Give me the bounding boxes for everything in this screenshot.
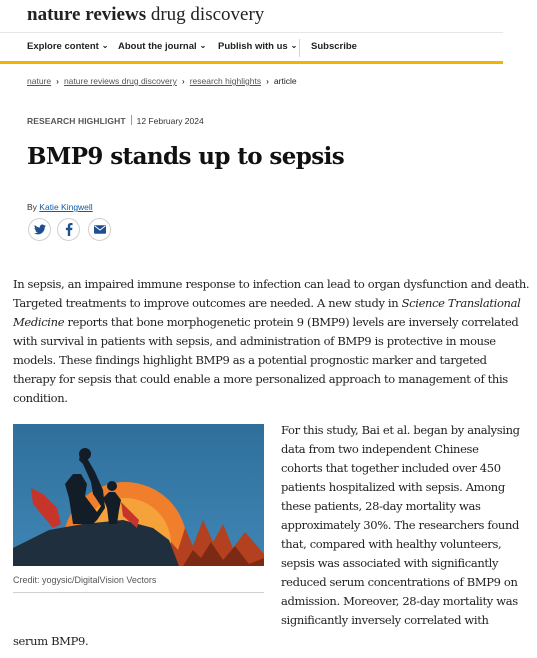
- byline-prefix: By: [27, 202, 37, 212]
- figure-credit: Credit: yogysic/DigitalVision Vectors: [13, 575, 157, 585]
- text-line: approximately 30%. The researchers found: [281, 518, 520, 532]
- chevron-down-icon: ⌄: [199, 41, 207, 50]
- lede-paragraph: [13, 275, 530, 408]
- text-line: therapy for sepsis that could enable a more personalized approach to management of this: [13, 372, 508, 386]
- figure-divider: [13, 592, 264, 593]
- main-nav: [0, 32, 503, 62]
- chevron-down-icon: ⌄: [290, 41, 298, 50]
- text-line: patients hospitalized with sepsis. Among: [281, 480, 505, 494]
- text-line: [13, 313, 523, 332]
- article-type: RESEARCH HIGHLIGHT: [27, 116, 126, 126]
- nav-label: Explore content: [27, 41, 99, 52]
- text-run: Targeted treatments to improve outcomes are needed. A new study in: [13, 296, 402, 310]
- facebook-icon: [65, 223, 73, 236]
- breadcrumb-current: article: [273, 76, 297, 86]
- chevron-right-icon: ›: [266, 76, 269, 86]
- text-line: [13, 294, 523, 313]
- nav-about-journal[interactable]: [118, 41, 206, 52]
- text-line: admission. Moreover, 28-day mortality was: [281, 594, 518, 608]
- chevron-down-icon: ⌄: [101, 41, 109, 50]
- body-paragraph: [281, 421, 526, 630]
- text-line: sepsis was associated with significantly: [281, 556, 499, 570]
- text-line: reduced serum concentrations of BMP9 on: [281, 575, 518, 589]
- body-paragraph-continued: [13, 632, 88, 651]
- chevron-right-icon: ›: [56, 76, 59, 86]
- text-line: cohorts that together included over 450: [281, 461, 501, 475]
- journal-name-italic: Medicine: [13, 315, 65, 329]
- text-run: reports that bone morphogenetic protein 9 (BMP9) levels are inversely correlated: [64, 315, 519, 329]
- twitter-icon: [34, 224, 46, 235]
- share-twitter-button[interactable]: [28, 218, 51, 241]
- nav-publish-with-us[interactable]: [218, 41, 297, 52]
- nav-subscribe[interactable]: [311, 41, 357, 52]
- site-header: [0, 0, 503, 64]
- brand-bold: nature reviews: [27, 4, 147, 25]
- breadcrumb-link-nature[interactable]: nature: [27, 76, 52, 86]
- nav-label: About the journal: [118, 41, 197, 52]
- nav-label: Publish with us: [218, 41, 288, 52]
- breadcrumb-link-journal[interactable]: nature reviews drug discovery: [63, 76, 177, 86]
- byline: [27, 202, 93, 212]
- article-meta: [27, 115, 204, 126]
- text-line: that, compared with healthy volunteers,: [281, 537, 502, 551]
- breadcrumb-link-research-highlights[interactable]: research highlights: [189, 76, 262, 86]
- page-title: BMP9 stands up to sepsis: [27, 143, 345, 170]
- breadcrumb: [27, 76, 297, 86]
- text-line: models. These findings highlight BMP9 as a potential prognostic marker and targeted: [13, 353, 487, 367]
- article-date: 12 February 2024: [136, 116, 204, 126]
- superhero-silhouette-illustration: [13, 424, 264, 566]
- text-line: data from two independent Chinese: [281, 442, 479, 456]
- share-facebook-button[interactable]: [57, 218, 80, 241]
- text-line: these patients, 28-day mortality was: [281, 499, 481, 513]
- nav-label: Subscribe: [311, 41, 357, 52]
- meta-divider: [131, 115, 132, 125]
- chevron-right-icon: ›: [181, 76, 185, 86]
- journal-name-italic: Science Translational: [401, 296, 521, 310]
- nav-divider: [299, 39, 300, 57]
- nav-explore-content[interactable]: [27, 41, 109, 52]
- author-link[interactable]: Katie Kingwell: [39, 202, 93, 212]
- article-figure[interactable]: [13, 424, 264, 566]
- text-line: condition.: [13, 391, 68, 405]
- text-line: For this study, Bai et al. began by analysing: [281, 423, 520, 437]
- text-line: significantly inversely correlated with: [281, 613, 489, 627]
- text-line: with survival in patients with sepsis, and administration of BMP9 is protective in mouse: [13, 334, 496, 348]
- share-email-button[interactable]: [88, 218, 111, 241]
- email-icon: [94, 225, 106, 234]
- text-line: serum BMP9.: [13, 634, 89, 648]
- text-line: In sepsis, an impaired immune response to infection can lead to organ dysfunction and death.: [13, 277, 530, 291]
- brand-light: drug discovery: [150, 4, 265, 25]
- journal-logo[interactable]: [27, 4, 264, 26]
